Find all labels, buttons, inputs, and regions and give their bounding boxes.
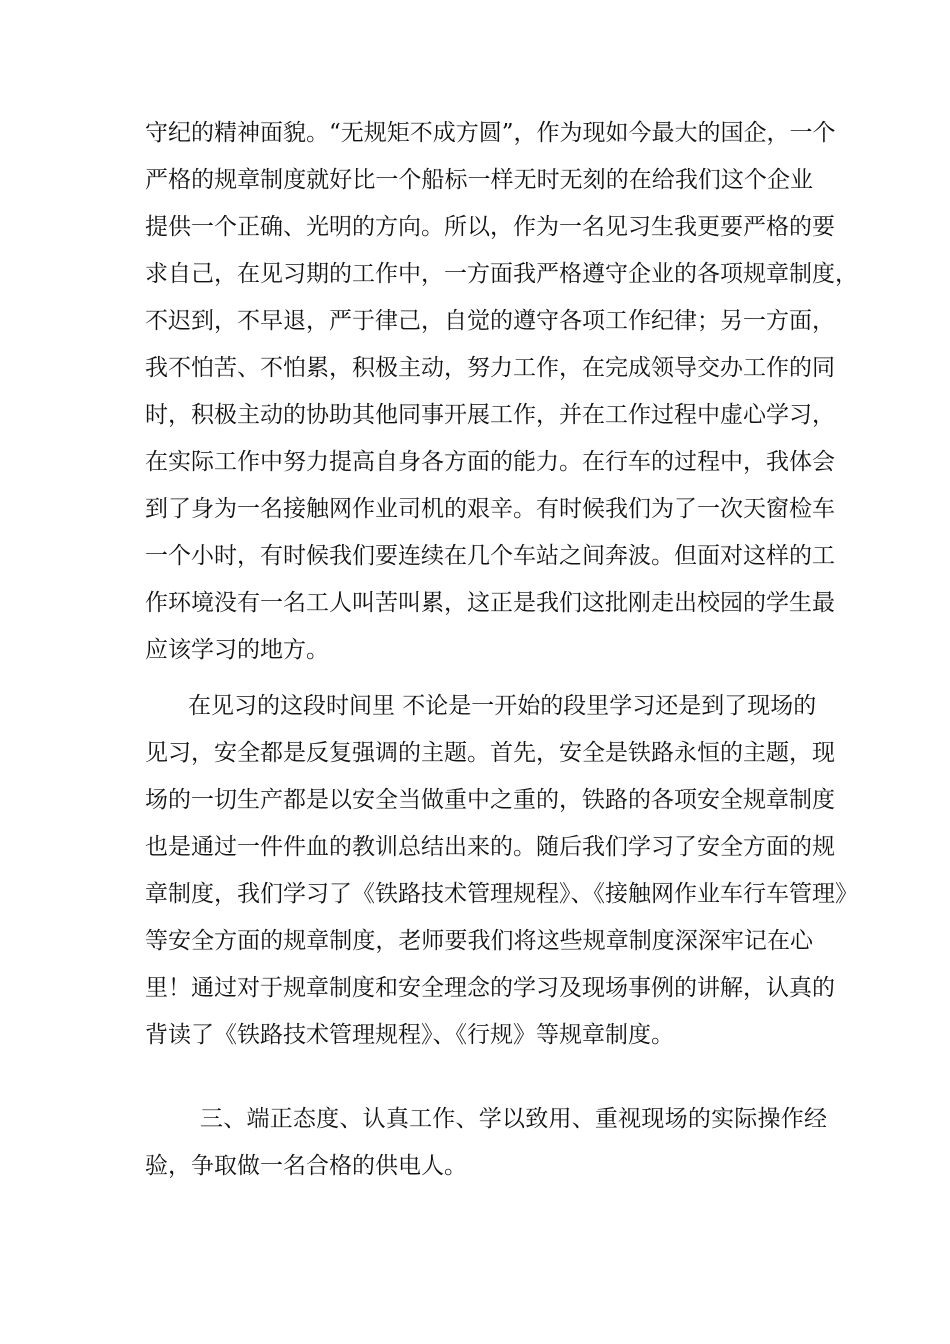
text-line: 不迟到，不早退，严于律己，自觉的遵守各项工作纪律；另一方面， [145,308,835,334]
text-line: 场的一切生产都是以安全当做重中之重的，铁路的各项安全规章制度 [145,787,835,813]
text-line: 求自己，在见习期的工作中，一方面我严格遵守企业的各项规章制度， [145,261,858,287]
text-line: 章制度，我们学习了《铁路技术管理规程》、《接触网作业车行车管理》 [145,881,858,907]
text-line: 见习，安全都是反复强调的主题。首先，安全是铁路永恒的主题，现 [145,740,835,766]
text-line: 作环境没有一名工人叫苦叫累，这正是我们这批刚走出校园的学生最 [145,590,835,616]
text-line: 等安全方面的规章制度，老师要我们将这些规章制度深深牢记在心 [145,928,813,954]
text-line: 时，积极主动的协助其他同事开展工作，并在工作过程中虚心学习， [145,402,835,428]
text-line: 应该学习的地方。 [145,637,329,663]
text-line: 也是通过一件件血的教训总结出来的。随后我们学习了安全方面的规 [145,834,835,860]
text-line: 验，争取做一名合格的供电人。 [145,1153,467,1179]
text-line: 在实际工作中努力提高自身各方面的能力。在行车的过程中，我体会 [145,449,835,475]
text-line: 到了身为一名接触网作业司机的艰辛。有时候我们为了一次天窗检车 [145,496,835,522]
text-line: 提供一个正确、光明的方向。所以，作为一名见习生我更要严格的要 [145,214,835,240]
text-line: 在见习的这段时间里 不论是一开始的段里学习还是到了现场的 [188,693,817,719]
text-line: 我不怕苦、不怕累，积极主动，努力工作，在完成领导交办工作的同 [145,355,835,381]
text-line: 严格的规章制度就好比一个船标一样无时无刻的在给我们这个企业 [145,167,813,193]
text-line: 守纪的精神面貌。“无规矩不成方圆”，作为现如今最大的国企，一个 [145,120,836,146]
text-line: 背读了《铁路技术管理规程》、《行规》等规章制度。 [145,1022,674,1048]
text-line: 一个小时，有时候我们要连续在几个车站之间奔波。但面对这样的工 [145,543,835,569]
text-line: 三、端正态度、认真工作、学以致用、重视现场的实际操作经 [200,1106,827,1132]
text-line: 里！通过对于规章制度和安全理念的学习及现场事例的讲解，认真的 [145,975,835,1001]
